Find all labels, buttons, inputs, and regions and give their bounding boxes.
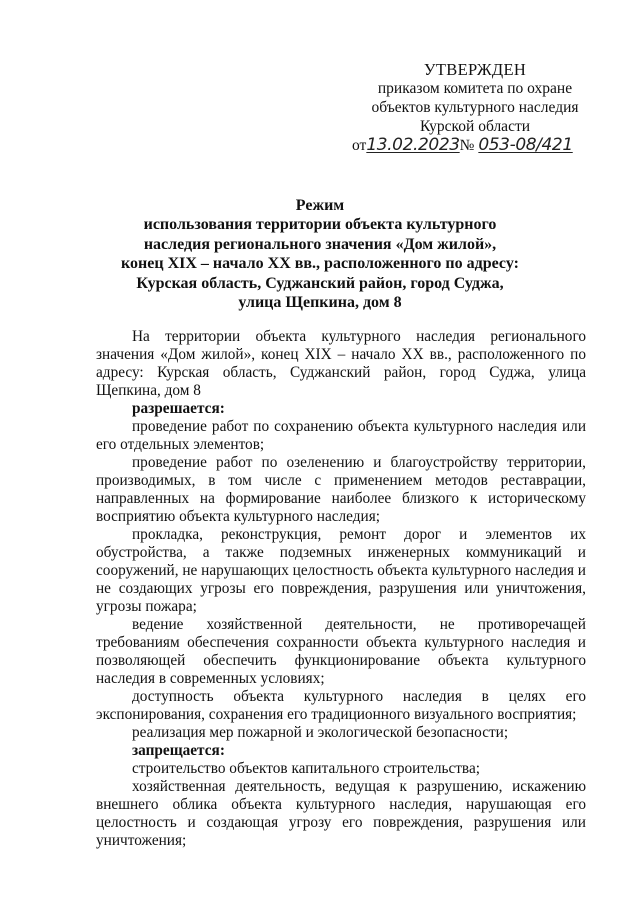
allowed-heading: разрешается: [132,400,225,417]
title-line-1: Режим [295,197,345,214]
handwritten-date: 13.02.2023 [366,135,460,155]
approval-region-line: Курской области [419,118,531,135]
forbidden-item: строительство объектов капитального строительства; [132,760,480,777]
title-line-4: конец XIX – начало XX вв., расположенного по адресу: [121,255,519,273]
number-prefix: № [459,137,475,154]
document-body [96,328,586,850]
handwritten-number: 053-08/421 [478,135,573,155]
approval-stamp-block [340,60,610,155]
intro-paragraph: На территории объекта культурного наследия регионального значения «Дом жилой», конец XIX – начало XX вв., расположенного по адресу: Курская область, Суджанский район, город Суджа, улица Щепкина, дом 8 [96,328,586,399]
forbidden-heading: запрещается: [132,742,225,759]
approval-date-number-line [340,136,610,155]
forbidden-item: хозяйственная деятельность, ведущая к разрушению, искажению внешнего облика объекта культурного наследия, нарушающая его целостность и создающая угрозу его повреждения, разрушения или уничтожения; [96,778,586,849]
allowed-item: прокладка, реконструкция, ремонт дорог и элементов их обустройства, а также подземных инженерных коммуникаций и сооружений, не нарушающих целостность объекта культурного наследия и не создающих угрозы его повреждения, разрушения или уничтожения, угрозы пожара; [96,526,586,615]
approval-committee-line: объектов культурного наследия [371,99,579,116]
approval-order-line: приказом комитета по охране [377,80,573,97]
allowed-item: ведение хозяйственной деятельности, не противоречащей требованиям обеспечения сохранности объекта культурного наследия и позволяющей обеспечить функционирование объекта культурного наследия в современных условиях; [96,616,586,687]
allowed-item: проведение работ по озеленению и благоустройству территории, производимых, в том числе с применением методов реставрации, направленных на формирование наиболее близкого к историческому восприятию объекта культурного наследия; [96,454,586,525]
title-line-3: наследия регионального значения «Дом жилой», [143,235,497,253]
title-line-2: использования территории объекта культурного [143,216,497,234]
title-line-5: Курская область, Суджанский район, город Суджа, [136,274,504,292]
title-line-6: улица Щепкина, дом 8 [238,294,402,312]
approval-heading: УТВЕРЖДЕН [423,60,527,79]
allowed-item: проведение работ по сохранению объекта культурного наследия или его отдельных элементов; [96,418,586,453]
allowed-item: доступность объекта культурного наследия в целях его экспонирования, сохранения его традиционного визуального восприятия; [96,688,586,723]
document-title [60,196,580,312]
allowed-item: реализация мер пожарной и экологической безопасности; [132,724,509,741]
date-prefix: от [352,137,367,154]
